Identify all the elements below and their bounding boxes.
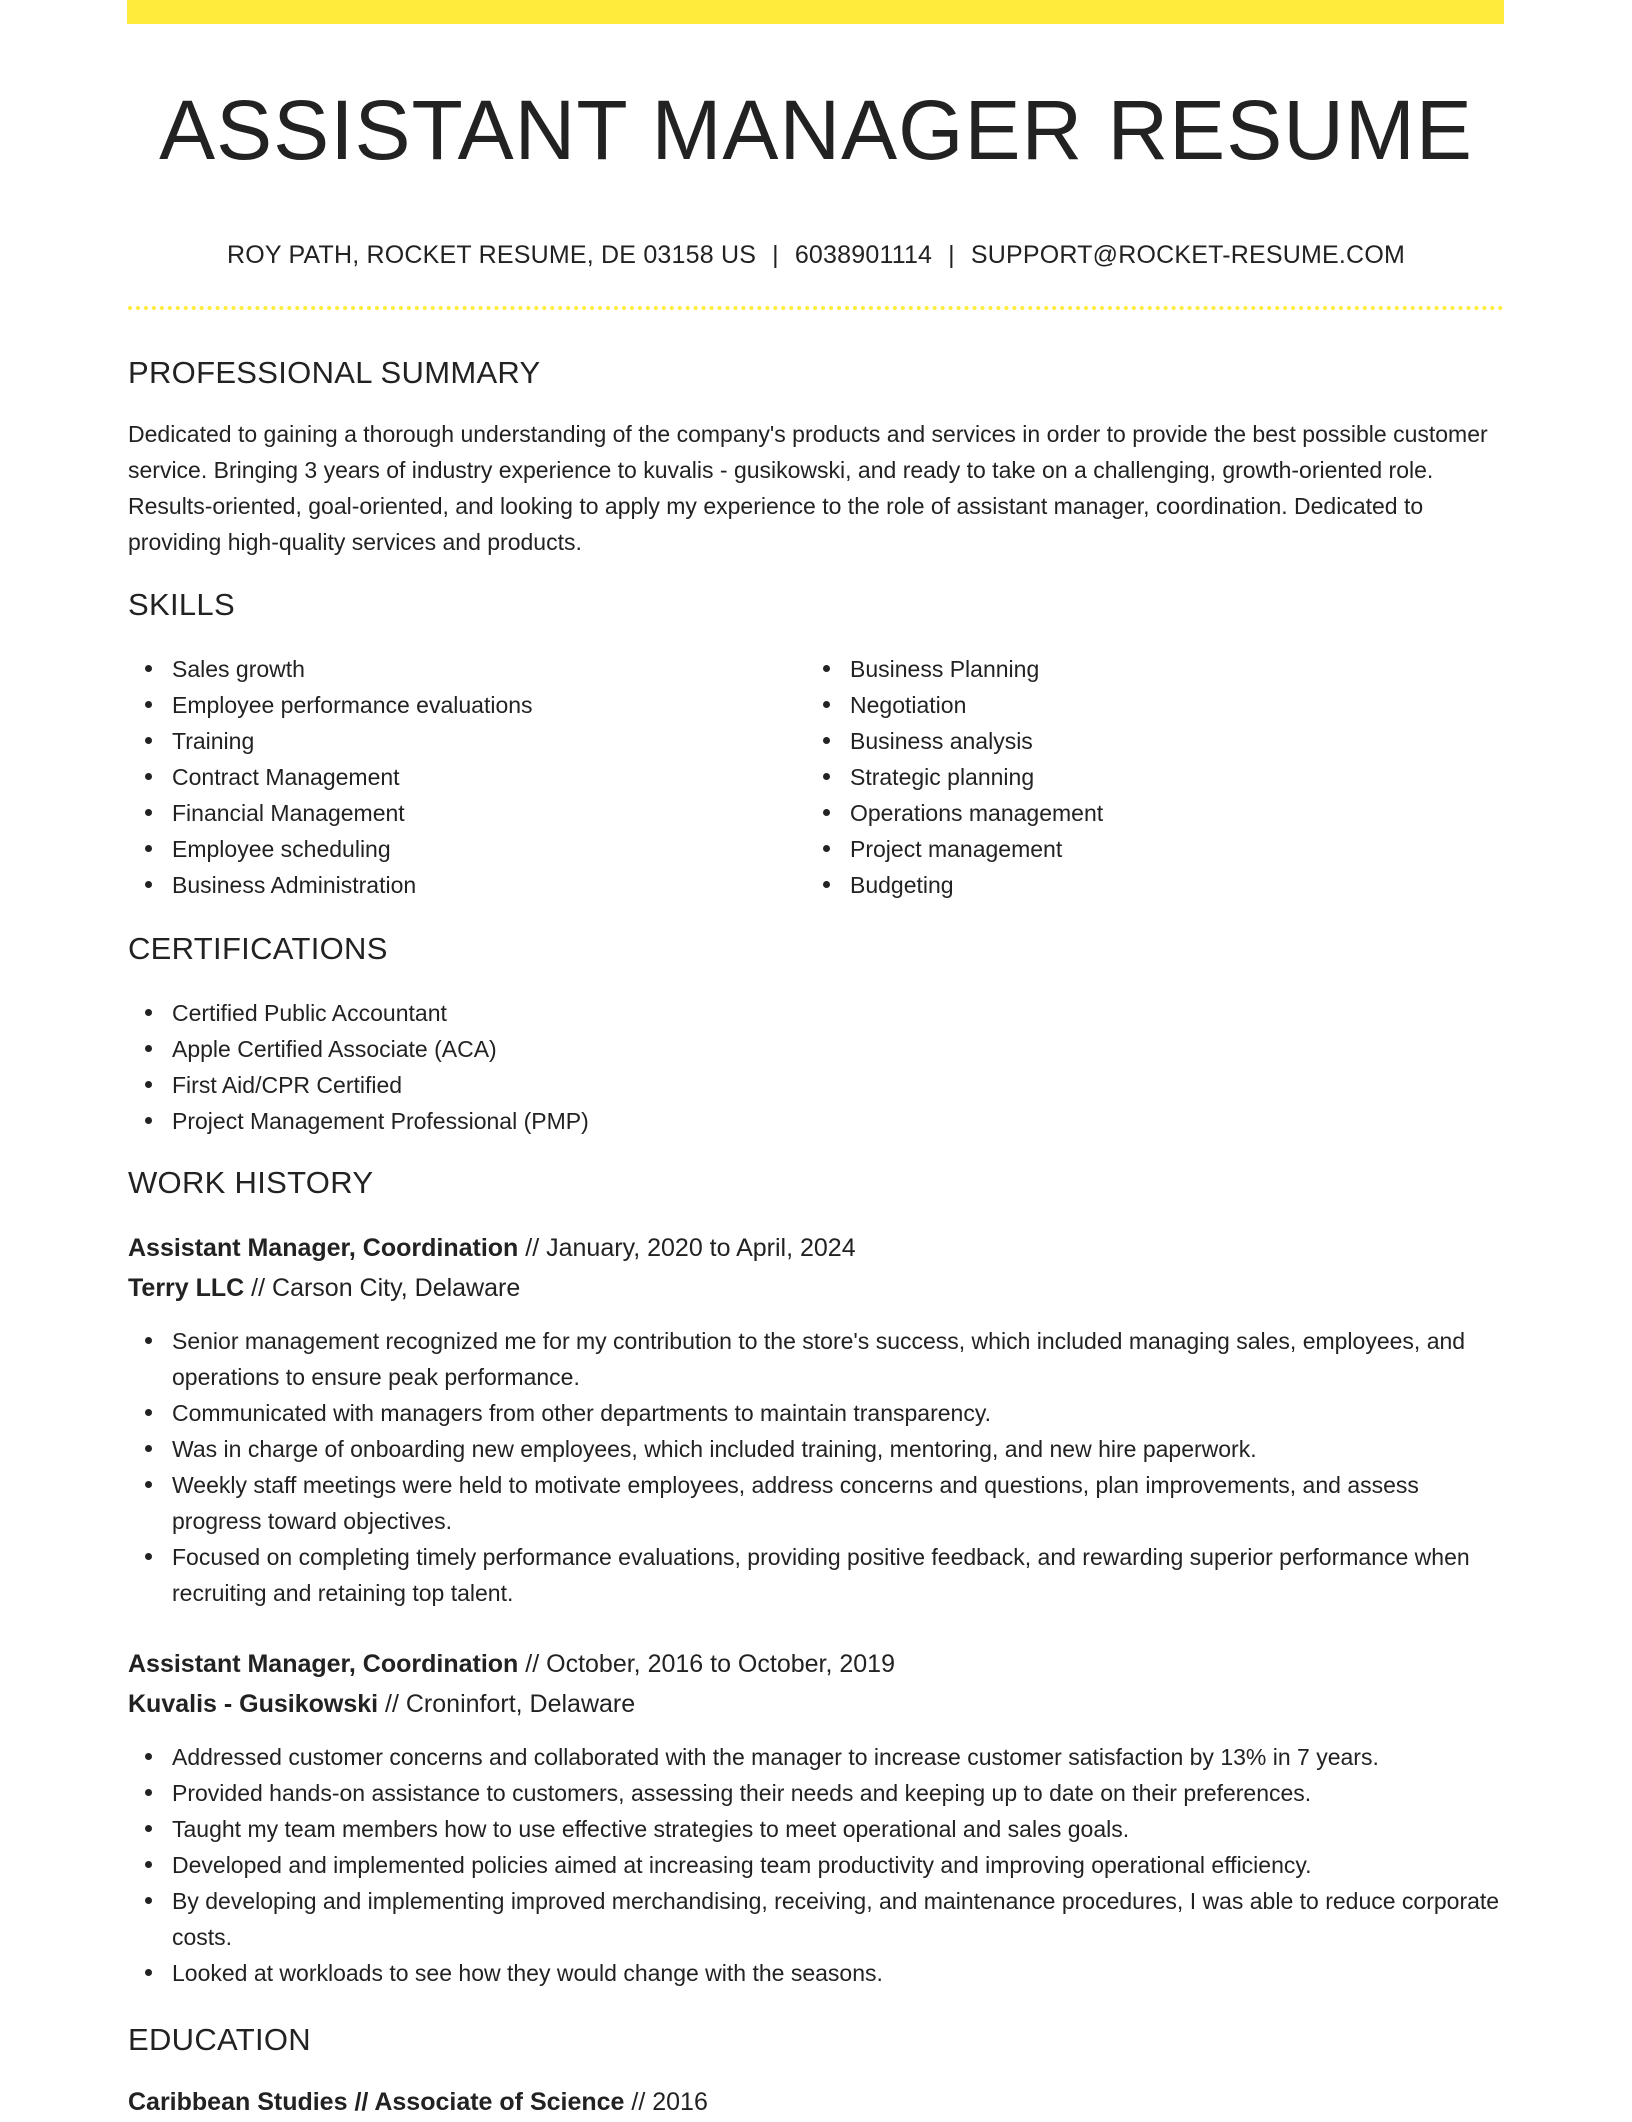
job-duty-item: Taught my team members how to use effective strategies to meet operational and sales goals.: [172, 1811, 1504, 1847]
skill-item: Employee scheduling: [172, 831, 768, 867]
job-company: Kuvalis - Gusikowski: [128, 1690, 379, 1718]
job-duty-item: Senior management recognized me for my contribution to the store's success, which included managing sales, employees, and operations to ensure peak performance.: [172, 1323, 1504, 1395]
skill-item: Negotiation: [850, 687, 1446, 723]
skill-item: Business analysis: [850, 723, 1446, 759]
job-duties: [128, 1323, 1504, 1611]
job-location: // Croninfort, Delaware: [378, 1690, 636, 1718]
skill-item: Contract Management: [172, 759, 768, 795]
resume-title: ASSISTANT MANAGER RESUME: [159, 83, 1473, 177]
certification-item: Apple Certified Associate (ACA): [172, 1031, 1504, 1067]
job-duties-list: [128, 1739, 1504, 1991]
summary-heading: PROFESSIONAL SUMMARY: [128, 355, 541, 390]
job-dates: // October, 2016 to October, 2019: [518, 1650, 895, 1678]
top-accent-bar: [127, 0, 1504, 24]
skill-item: Operations management: [850, 795, 1446, 831]
job-title: Assistant Manager, Coordination: [128, 1234, 519, 1262]
certifications-heading: CERTIFICATIONS: [128, 931, 388, 966]
job-company-line: [128, 1684, 635, 1724]
skill-item: Project management: [850, 831, 1446, 867]
contact-separator: |: [948, 241, 955, 269]
contact-email: SUPPORT@ROCKET-RESUME.COM: [970, 241, 1405, 269]
certification-item: Certified Public Accountant: [172, 995, 1504, 1031]
skill-item: Business Administration: [172, 867, 768, 903]
skill-item: Strategic planning: [850, 759, 1446, 795]
education-year: // 2016: [624, 2088, 708, 2116]
skill-item: Financial Management: [172, 795, 768, 831]
job-duty-item: By developing and implementing improved merchandising, receiving, and maintenance procedures, I was able to reduce corporate costs.: [172, 1883, 1504, 1955]
dotted-divider: [128, 306, 1504, 310]
skill-item: Business Planning: [850, 651, 1446, 687]
job-duty-item: Developed and implemented policies aimed at increasing team productivity and improving operational efficiency.: [172, 1847, 1504, 1883]
contact-separator: |: [772, 241, 779, 269]
contact-address: ROY PATH, ROCKET RESUME, DE 03158 US: [227, 241, 757, 269]
education-heading: EDUCATION: [128, 2022, 311, 2057]
job-location: // Carson City, Delaware: [244, 1274, 521, 1302]
contact-line: [128, 236, 1504, 274]
job-company-line: [128, 1268, 520, 1308]
skill-item: Employee performance evaluations: [172, 687, 768, 723]
certifications-list: [128, 995, 1504, 1139]
certifications-section: [128, 995, 1504, 1139]
skills-column-right: [806, 651, 1446, 903]
job-duty-item: Looked at workloads to see how they would change with the seasons.: [172, 1955, 1504, 1991]
summary-text: Dedicated to gaining a thorough understanding of the company's products and services in order to provide the best possible customer service. Bringing 3 years of industry experience to kuvalis - gusikowski, and ready to take on a challenging, growth-oriented role. Results-oriented, goal-oriented, and looking to apply my experience to the role of assistant manager, coordination. Dedicated to providing high-quality services and products.: [128, 421, 1488, 555]
job-duty-item: Provided hands-on assistance to customers, assessing their needs and keeping up to date on their preferences.: [172, 1775, 1504, 1811]
work-history-heading: WORK HISTORY: [128, 1165, 374, 1200]
skills-list-left: [128, 651, 768, 903]
skills-heading: SKILLS: [128, 587, 235, 622]
contact-phone: 6038901114: [794, 241, 933, 269]
certification-item: Project Management Professional (PMP): [172, 1103, 1504, 1139]
skills-list-right: [806, 651, 1446, 903]
job-duty-item: Addressed customer concerns and collaborated with the manager to increase customer satisfaction by 13% in 7 years.: [172, 1739, 1504, 1775]
education-line: [128, 2082, 708, 2122]
job-duty-item: Was in charge of onboarding new employees, which included training, mentoring, and new hire paperwork.: [172, 1431, 1504, 1467]
skill-item: Budgeting: [850, 867, 1446, 903]
job-title: Assistant Manager, Coordination: [128, 1650, 519, 1678]
skill-item: Training: [172, 723, 768, 759]
job-duty-item: Communicated with managers from other departments to maintain transparency.: [172, 1395, 1504, 1431]
certification-item: First Aid/CPR Certified: [172, 1067, 1504, 1103]
job-duties: [128, 1739, 1504, 1991]
job-dates: // January, 2020 to April, 2024: [518, 1234, 856, 1262]
job-title-line: [128, 1644, 895, 1684]
job-duty-item: Focused on completing timely performance evaluations, providing positive feedback, and rewarding superior performance when recruiting and retaining top talent.: [172, 1539, 1504, 1611]
job-company: Terry LLC: [128, 1274, 245, 1302]
job-title-line: [128, 1228, 856, 1268]
skills-column-left: [128, 651, 768, 903]
skill-item: Sales growth: [172, 651, 768, 687]
education-field: Caribbean Studies // Associate of Science: [128, 2088, 625, 2116]
job-duties-list: [128, 1323, 1504, 1611]
job-duty-item: Weekly staff meetings were held to motivate employees, address concerns and questions, plan improvements, and assess progress toward objectives.: [172, 1467, 1504, 1539]
